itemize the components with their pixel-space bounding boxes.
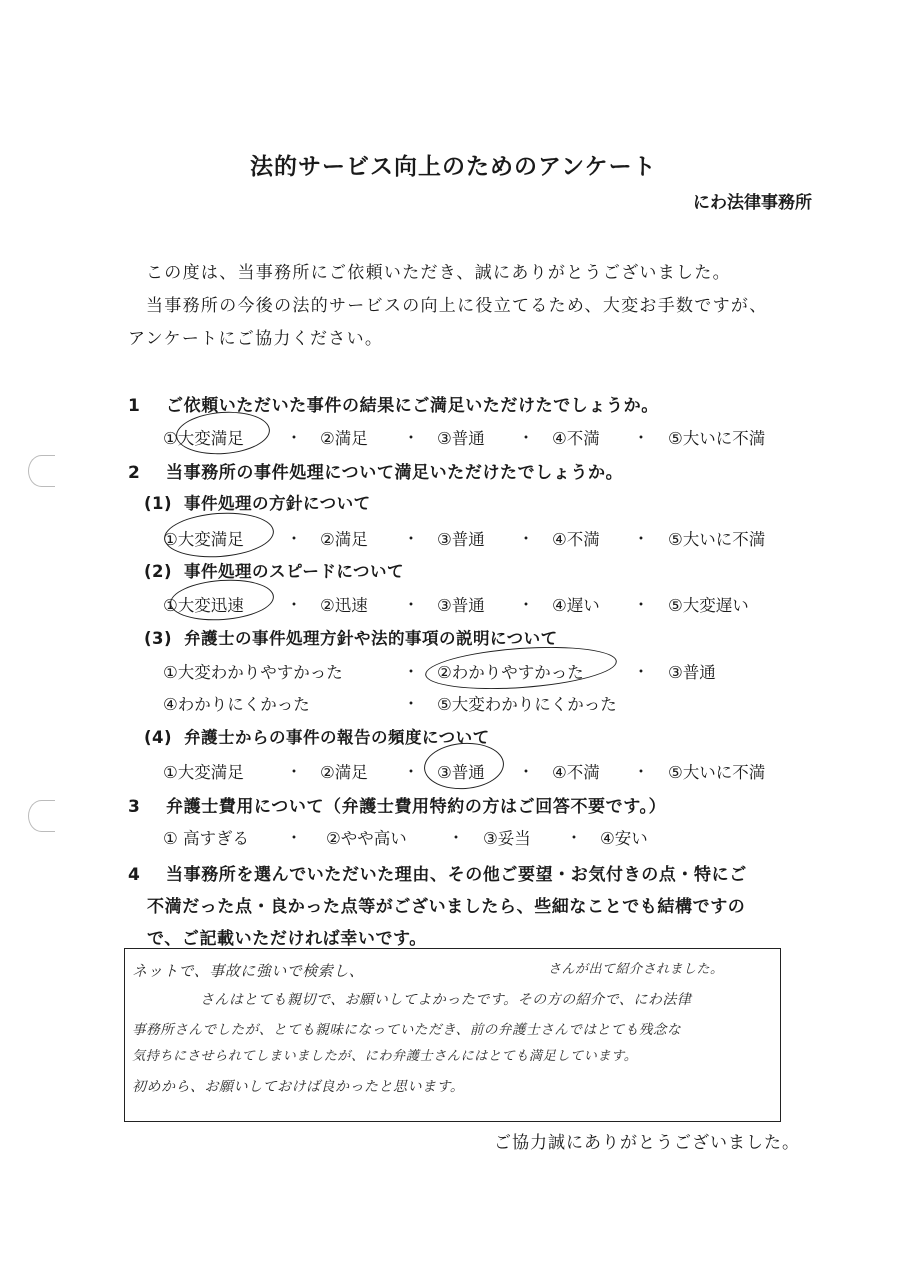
separator: ・ [403,662,420,681]
option-1[interactable]: ①大変迅速 [163,596,244,615]
option-1[interactable]: ①大変満足 [163,530,244,549]
option-3[interactable]: ③普通 [437,763,485,782]
punch-hole-mark [28,800,55,832]
separator: ・ [518,428,535,447]
separator: ・ [518,595,535,614]
question-4-continued: で、ご記載いただければ幸いです。 [147,929,427,949]
option-2[interactable]: ②満足 [320,429,368,448]
question-number: 2 [128,463,141,483]
subquestion-2-2 [144,558,404,582]
separator: ・ [518,529,535,548]
separator: ・ [403,694,420,713]
option-5[interactable]: ⑤大いに不満 [668,530,766,549]
question-3 [128,792,666,817]
option-2[interactable]: ②わかりやすかった [437,663,584,682]
option-4[interactable]: ④不満 [552,763,600,782]
option-1[interactable]: ①大変満足 [163,429,244,448]
question-text: 弁護士費用について（弁護士費用特約の方はご回答不要です。） [166,797,667,817]
option-5[interactable]: ⑤大いに不満 [668,429,766,448]
option-2[interactable]: ②満足 [320,763,368,782]
separator: ・ [286,529,303,548]
option-3[interactable]: ③普通 [668,663,716,682]
option-4[interactable]: ④遅い [552,596,600,615]
handwritten-comment-line: 気持ちにさせられてしまいましたが、にわ弁護士さんにはとても満足しています。 [132,1049,638,1064]
punch-hole-mark [28,455,55,487]
subquestion-text: 弁護士からの事件の報告の頻度について [184,728,490,747]
separator: ・ [403,595,420,614]
subquestion-text: 事件処理の方針について [184,494,371,513]
question-2 [128,458,623,483]
separator: ・ [633,529,650,548]
option-1[interactable]: ①大変満足 [163,763,244,782]
question-number: 3 [128,797,141,817]
option-5[interactable]: ⑤大変わかりにくかった [437,695,617,714]
option-2[interactable]: ②満足 [320,530,368,549]
subquestion-number: (4) [144,728,173,747]
question-text: 当事務所を選んでいただいた理由、その他ご要望・お気付きの点・特にご [166,865,747,885]
subquestion-2-1 [144,490,371,514]
option-3[interactable]: ③普通 [437,596,485,615]
handwritten-comment-line: ネットで、事故に強いで検索し、 [132,962,365,980]
question-text: ご依頼いただいた事件の結果にご満足いただけたでしょうか。 [166,396,659,416]
subquestion-text: 事件処理のスピードについて [184,562,405,581]
intro-line: アンケートにご協力ください。 [128,329,384,349]
option-2[interactable]: ②迅速 [320,596,368,615]
question-number: 4 [128,865,141,885]
separator: ・ [286,828,303,847]
handwritten-comment-line: 初めから、お願いしておけば良かったと思います。 [132,1079,465,1095]
option-3[interactable]: ③妥当 [483,829,531,848]
separator: ・ [448,828,465,847]
handwritten-comment-line: さんが出て紹介されました。 [548,962,724,977]
intro-line: 当事務所の今後の法的サービスの向上に役立てるため、大変お手数ですが、 [146,296,768,316]
option-3[interactable]: ③普通 [437,429,485,448]
subquestion-number: (1) [144,494,173,513]
subquestion-text: 弁護士の事件処理方針や法的事項の説明について [184,629,558,648]
option-2[interactable]: ②やや高い [326,829,407,848]
handwritten-comment-line: さんはとても親切で、お願いしてよかったです。その方の紹介で、にわ法律 [200,992,692,1008]
option-5[interactable]: ⑤大いに不満 [668,763,766,782]
option-5[interactable]: ⑤大変遅い [668,596,749,615]
option-3[interactable]: ③普通 [437,530,485,549]
separator: ・ [286,428,303,447]
question-4-continued: 不満だった点・良かった点等がございましたら、些細なことでも結構ですの [147,897,746,917]
subquestion-2-4 [144,724,490,748]
subquestion-number: (2) [144,562,173,581]
intro-line: この度は、当事務所にご依頼いただき、誠にありがとうございました。 [146,263,731,283]
question-1 [128,391,659,416]
firm-name: にわ法律事務所 [693,193,812,213]
separator: ・ [633,662,650,681]
document-title: 法的サービス向上のためのアンケート [250,154,657,180]
handwritten-comment-line: 事務所さんでしたが、とても親味になっていただき、前の弁護士さんではとても残念な [132,1022,682,1038]
option-1[interactable]: ①大変わかりやすかった [163,663,343,682]
separator: ・ [403,762,420,781]
option-4[interactable]: ④安い [600,829,648,848]
closing-thanks: ご協力誠にありがとうございました。 [494,1133,800,1153]
separator: ・ [633,762,650,781]
separator: ・ [286,595,303,614]
separator: ・ [403,428,420,447]
separator: ・ [286,762,303,781]
separator: ・ [518,762,535,781]
option-4[interactable]: ④不満 [552,530,600,549]
separator: ・ [633,428,650,447]
subquestion-number: (3) [144,629,173,648]
separator: ・ [633,595,650,614]
option-4[interactable]: ④わかりにくかった [163,695,310,714]
question-text: 当事務所の事件処理について満足いただけたでしょうか。 [166,463,624,483]
option-1[interactable]: ① 高すぎる [163,829,250,848]
question-4 [128,860,747,885]
separator: ・ [403,529,420,548]
question-number: 1 [128,396,141,416]
subquestion-2-3 [144,625,558,649]
option-4[interactable]: ④不満 [552,429,600,448]
separator: ・ [566,828,583,847]
